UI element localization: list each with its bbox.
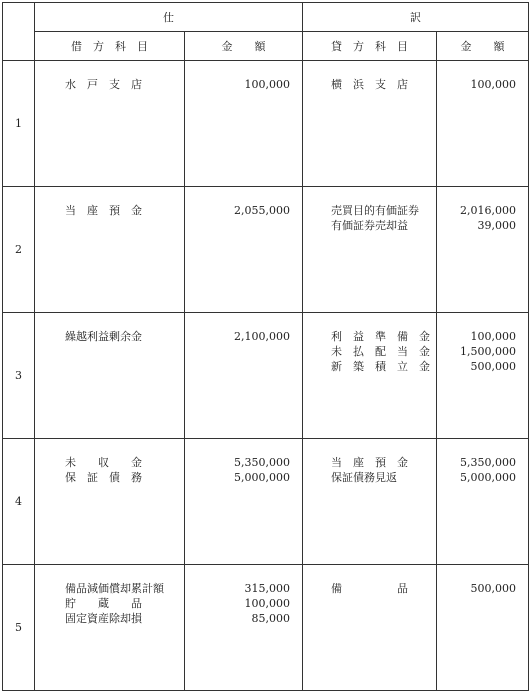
credit-amount-value: 100,000 [470,78,516,91]
credit-amount-cell [437,313,529,439]
credit-account-name: 有価証券売却益 [331,219,408,232]
credit-group-header [303,3,529,32]
journal-entry-row [3,313,529,439]
debit-account-name: 当 座 預 金 [65,204,142,217]
debit-account-cell [35,61,185,187]
credit-amount-value: 2,016,000 [460,204,516,217]
entry-number: 5 [3,565,35,691]
debit-amount-header: 金 額 [185,32,303,61]
debit-amount-cell [185,187,303,313]
credit-account-name: 売買目的有価証券 [331,204,419,217]
credit-amount-cell [437,565,529,691]
debit-account-name: 水 戸 支 店 [65,78,142,91]
credit-amount-cell [437,439,529,565]
credit-account-cell [303,61,437,187]
entry-number: 2 [3,187,35,313]
debit-account-header: 借 方 科 目 [35,32,185,61]
debit-account-name: 固定資産除却損 [65,612,142,625]
credit-account-name: 当 座 預 金 [331,456,408,469]
journal-entry-row [3,439,529,565]
debit-amount-cell [185,439,303,565]
credit-account-name: 新 築 積 立 金 [331,360,430,373]
debit-amount-cell [185,565,303,691]
journal-table [2,2,529,691]
debit-amount-value: 85,000 [251,612,290,625]
debit-account-name: 繰越利益剰余金 [65,330,142,343]
credit-account-header: 貸 方 科 目 [303,32,437,61]
debit-account-cell [35,313,185,439]
debit-amount-value: 5,350,000 [234,456,290,469]
credit-amount-value: 39,000 [477,219,516,232]
credit-account-cell [303,187,437,313]
debit-amount-cell [185,313,303,439]
journal-entry-row [3,565,529,691]
entry-number: 4 [3,439,35,565]
credit-amount-value: 500,000 [470,360,516,373]
credit-amount-value: 100,000 [470,330,516,343]
number-header-cell [3,3,35,61]
credit-amount-value: 5,000,000 [460,471,516,484]
debit-account-cell [35,565,185,691]
debit-account-name: 備品減価償却累計額 [65,582,164,595]
credit-amount-value: 500,000 [470,582,516,595]
credit-group-label: 訳 [410,11,421,24]
credit-account-name: 利 益 準 備 金 [331,330,430,343]
credit-amount-header: 金 額 [437,32,529,61]
credit-account-name: 横 浜 支 店 [331,78,408,91]
credit-amount-value: 1,500,000 [460,345,516,358]
entry-number: 3 [3,313,35,439]
credit-account-name: 備 品 [331,582,408,595]
credit-account-name: 保証債務見返 [331,471,397,484]
debit-amount-value: 2,055,000 [234,204,290,217]
debit-group-header [35,3,303,32]
credit-amount-value: 5,350,000 [460,456,516,469]
debit-account-cell [35,439,185,565]
debit-group-label: 仕 [163,11,174,24]
credit-account-cell [303,565,437,691]
credit-amount-cell [437,61,529,187]
journal-entry-row [3,187,529,313]
debit-account-name: 保 証 債 務 [65,471,142,484]
debit-account-name: 貯 蔵 品 [65,597,142,610]
debit-amount-value: 315,000 [244,582,290,595]
entry-number: 1 [3,61,35,187]
debit-amount-cell [185,61,303,187]
debit-account-name: 未 収 金 [65,456,142,469]
debit-account-cell [35,187,185,313]
debit-amount-value: 2,100,000 [234,330,290,343]
debit-amount-value: 100,000 [244,597,290,610]
credit-account-cell [303,313,437,439]
credit-amount-cell [437,187,529,313]
debit-amount-value: 5,000,000 [234,471,290,484]
credit-account-name: 未 払 配 当 金 [331,345,430,358]
journal-entry-row [3,61,529,187]
credit-account-cell [303,439,437,565]
debit-amount-value: 100,000 [244,78,290,91]
